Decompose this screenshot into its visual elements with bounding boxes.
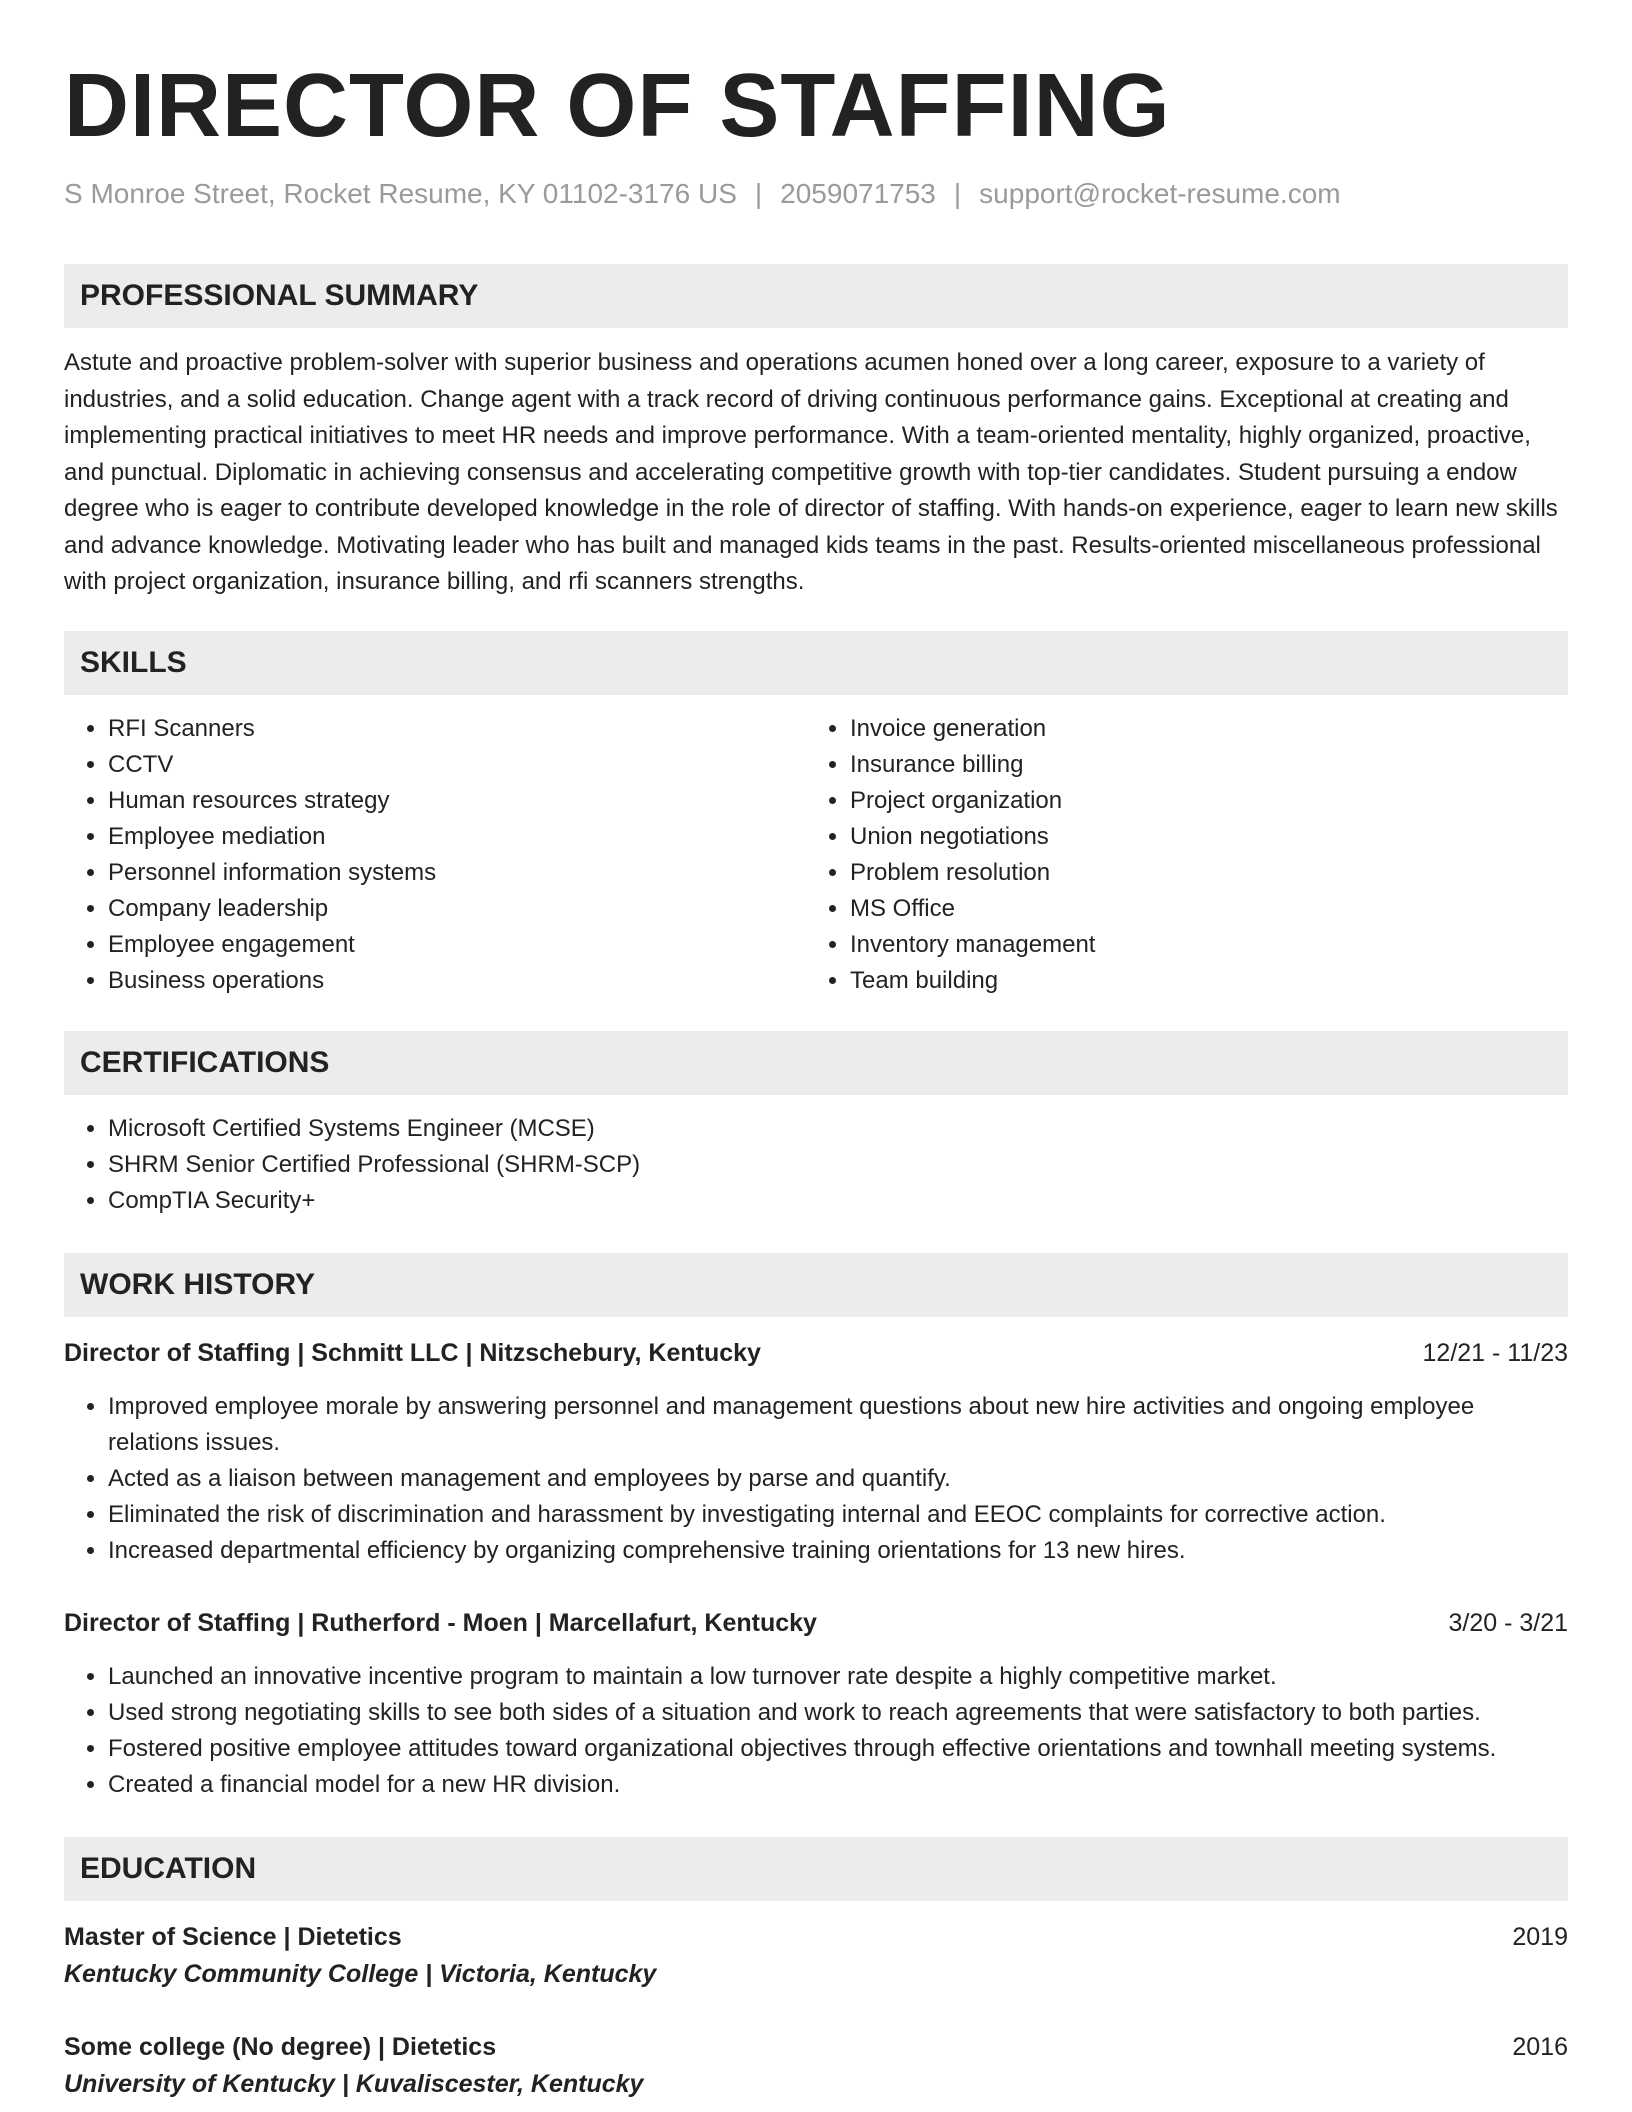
skill-item: • Human resources strategy [108, 783, 806, 819]
job-dates: 12/21 - 11/23 [1422, 1338, 1568, 1367]
skill-item: • CCTV [108, 747, 806, 783]
job-entry [64, 1335, 1568, 1569]
job-bullet: • Increased departmental efficiency by organizing comprehensive training orientations for 13 new hires. [108, 1533, 1568, 1569]
job-header [64, 1335, 1568, 1371]
skills-grid [64, 711, 1568, 999]
skill-item: • Employee mediation [108, 819, 806, 855]
summary-heading: PROFESSIONAL SUMMARY [64, 264, 1568, 328]
job-bullet: • Improved employee morale by answering personnel and management questions about new hire activities and ongoing employee relations issues. [108, 1389, 1568, 1461]
skill-item: • Personnel information systems [108, 855, 806, 891]
certifications-heading: CERTIFICATIONS [64, 1031, 1568, 1095]
skill-item: • Inventory management [850, 927, 1548, 963]
skill-item: • Project organization [850, 783, 1548, 819]
job-bullet: • Used strong negotiating skills to see both sides of a situation and work to reach agreements that were satisfactory to both parties. [108, 1695, 1568, 1731]
education-entry [64, 1919, 1568, 1993]
education-header [64, 2029, 1568, 2065]
skill-item: • Problem resolution [850, 855, 1548, 891]
education-degree: Some college (No degree) | Dietetics [64, 2032, 497, 2061]
job-bullet: • Acted as a liaison between management and employees by parse and quantify. [108, 1461, 1568, 1497]
contact-address: S Monroe Street, Rocket Resume, KY 01102-3176 US [64, 178, 737, 209]
certification-item: • CompTIA Security+ [108, 1183, 1568, 1219]
skill-item: • Business operations [108, 963, 806, 999]
contact-separator: | [953, 178, 962, 209]
skill-item: • Invoice generation [850, 711, 1548, 747]
skill-item: • RFI Scanners [108, 711, 806, 747]
contact-separator: | [754, 178, 763, 209]
job-header [64, 1605, 1568, 1641]
resume-name: DIRECTOR OF STAFFING [64, 56, 1171, 156]
contact-line [64, 176, 1568, 212]
resume-page [64, 56, 1568, 2103]
education-header [64, 1919, 1568, 1955]
job-title: Director of Staffing | Rutherford - Moen | Marcellafurt, Kentucky [64, 1608, 817, 1637]
job-bullet: • Eliminated the risk of discrimination and harassment by investigating internal and EEOC complaints for corrective action. [108, 1497, 1568, 1533]
education-year: 2019 [1512, 1922, 1568, 1951]
contact-email: support@rocket-resume.com [979, 178, 1341, 209]
contact-phone: 2059071753 [780, 178, 936, 209]
skills-heading: SKILLS [64, 631, 1568, 695]
job-bullet: • Launched an innovative incentive program to maintain a low turnover rate despite a highly competitive market. [108, 1659, 1568, 1695]
education-year: 2016 [1512, 2032, 1568, 2061]
job-entry [64, 1605, 1568, 1803]
job-bullets [64, 1389, 1568, 1569]
certification-item: • Microsoft Certified Systems Engineer (MCSE) [108, 1111, 1568, 1147]
skill-item: • MS Office [850, 891, 1548, 927]
certifications-list [64, 1111, 1568, 1219]
education-school: Kentucky Community College | Victoria, Kentucky [64, 1959, 657, 1988]
job-title: Director of Staffing | Schmitt LLC | Nitzschebury, Kentucky [64, 1338, 761, 1367]
job-bullet: • Created a financial model for a new HR division. [108, 1767, 1568, 1803]
skill-item: • Union negotiations [850, 819, 1548, 855]
work-history-heading: WORK HISTORY [64, 1253, 1568, 1317]
skills-column-left [64, 711, 806, 999]
education-heading: EDUCATION [64, 1837, 1568, 1901]
job-bullet: • Fostered positive employee attitudes toward organizational objectives through effective orientations and townhall meeting systems. [108, 1731, 1568, 1767]
education-degree: Master of Science | Dietetics [64, 1922, 402, 1951]
skill-item: • Team building [850, 963, 1548, 999]
job-bullets [64, 1659, 1568, 1803]
skill-item: • Insurance billing [850, 747, 1548, 783]
education-entry [64, 2029, 1568, 2103]
education-school: University of Kentucky | Kuvaliscester, Kentucky [64, 2069, 644, 2098]
certification-item: • SHRM Senior Certified Professional (SHRM-SCP) [108, 1147, 1568, 1183]
job-dates: 3/20 - 3/21 [1448, 1608, 1568, 1637]
skills-column-right [806, 711, 1548, 999]
skill-item: • Employee engagement [108, 927, 806, 963]
summary-text: Astute and proactive problem-solver with superior business and operations acumen honed over a long career, exposure to a variety of industries, and a solid education. Change agent with a track record of driving continuous performance gains. Exceptional at creating and implementing practical initiatives to meet HR needs and improve performance. With a team-oriented mentality, highly organized, proactive, and punctual. Diplomatic in achieving consensus and accelerating competitive growth with top-tier candidates. Student pursuing a endow degree who is eager to contribute developed knowledge in the role of director of staffing. With hands-on experience, eager to learn new skills and advance knowledge. Motivating leader who has built and managed kids teams in the past. Results-oriented miscellaneous professional with project organization, insurance billing, and rfi scanners strengths. [64, 349, 1558, 595]
skill-item: • Company leadership [108, 891, 806, 927]
